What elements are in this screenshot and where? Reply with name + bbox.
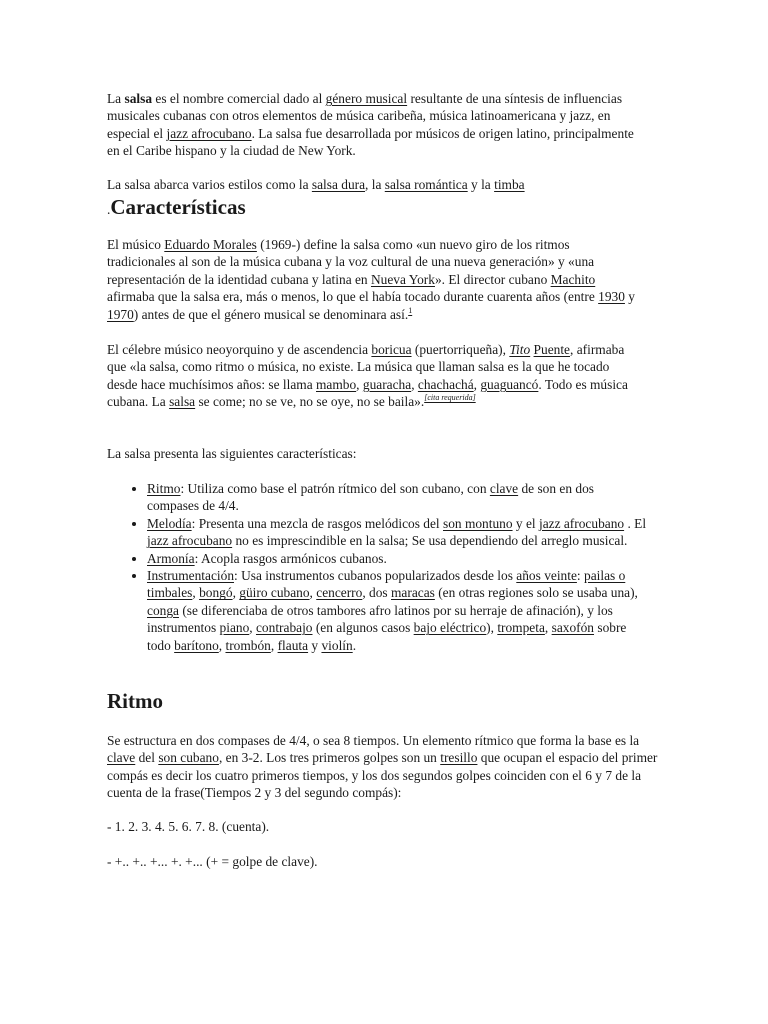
link-jazz-afrocubano[interactable]: jazz afrocubano [538, 515, 625, 531]
text: afirmaba que la salsa era, más o menos, lo que el había tocado durante cuarenta años (entre [107, 289, 599, 305]
section-heading-caracteristicas: Características [110, 195, 246, 219]
link-trompeta[interactable]: trompeta [497, 620, 545, 636]
link-conga[interactable]: conga [147, 602, 179, 618]
link-chachacha[interactable]: chachachá [417, 376, 474, 392]
link-clave[interactable]: clave [489, 481, 519, 496]
text: (1969-) define la salsa como «un nuevo giro de los ritmos tradicionales al son de la música cubana y la voz cultural de una nueva generación» y «una representación de la identidad cubana y latina en [107, 237, 595, 287]
text: (puertorriqueña), [411, 342, 510, 357]
link-salsa[interactable]: salsa [169, 394, 196, 410]
text: del [135, 750, 159, 766]
link-trombon[interactable]: trombón [225, 637, 271, 653]
link-melodia[interactable]: Melodía [147, 515, 192, 531]
text: que ocupan el espacio del primer compás es decir los cuatro primeros tiempos, y los dos segundos golpes coinciden con el 6 y 7 de la cuenta de la frase(Tiempos 2 y 3 del segundo compás): [107, 750, 658, 801]
link-clave[interactable]: clave [107, 750, 136, 766]
link-mambo[interactable]: mambo [316, 376, 357, 392]
link-son-montuno[interactable]: son montuno [443, 515, 513, 531]
link-machito[interactable]: Machito [550, 271, 596, 287]
list-item-melodia [147, 515, 647, 550]
text: : Presenta una mezcla de rasgos melódicos del [191, 515, 443, 531]
text: , [356, 376, 363, 392]
link-contrabajo[interactable]: contrabajo [255, 620, 313, 636]
text: y el [512, 515, 539, 531]
text: y [624, 289, 635, 305]
link-guiro-cubano[interactable]: güiro cubano [239, 585, 310, 601]
link-1930[interactable]: 1930 [598, 289, 625, 305]
text: : Usa instrumentos cubanos popularizados desde los [234, 568, 517, 584]
link-tito[interactable]: Tito [509, 342, 531, 357]
text: : [576, 568, 584, 584]
text: es el nombre comercial dado al [152, 91, 326, 106]
ritmo-paragraph [107, 732, 659, 802]
link-instrumentacion[interactable]: Instrumentación [147, 568, 235, 584]
link-maracas[interactable]: maracas [391, 585, 435, 601]
text: , [232, 585, 240, 601]
text: no es imprescindible en la salsa; Se usa dependiendo del arreglo musical. [232, 533, 628, 549]
text: , [411, 376, 418, 392]
text: : Utiliza como base el patrón rítmico del son cubano, con [180, 481, 490, 496]
link-nueva-york[interactable]: Nueva York [370, 271, 435, 287]
morales-paragraph [107, 236, 637, 323]
caracteristicas-list [101, 480, 647, 654]
text: y la [467, 177, 495, 192]
section-heading-ritmo: Ritmo [107, 689, 163, 713]
text: ) antes de que el género musical se denominara así. [133, 306, 409, 322]
link-pailas-o-timbales[interactable]: pailas o timbales [147, 568, 626, 601]
cita-requerida-note[interactable]: [cita requerida] [424, 393, 476, 403]
text: La salsa abarca varios estilos como la [107, 177, 312, 192]
text: , [249, 620, 256, 636]
text: de son en dos compases de 4/4. [147, 481, 594, 514]
text: : Acopla rasgos armónicos cubanos. [194, 550, 387, 566]
link-puente[interactable]: Puente [533, 342, 570, 357]
text: ), [486, 620, 498, 636]
text: , dos [362, 585, 391, 601]
link-bajo-electrico[interactable]: bajo eléctrico [413, 620, 487, 636]
link-flauta[interactable]: flauta [277, 637, 309, 653]
caracteristicas-heading-line [107, 193, 637, 224]
link-cencerro[interactable]: cencerro [316, 585, 363, 601]
list-item-armonia [147, 550, 647, 567]
list-item-ritmo [147, 480, 647, 515]
text: y [308, 637, 322, 653]
reference-1[interactable]: 1 [408, 305, 413, 315]
link-bongo[interactable]: bongó [199, 585, 233, 601]
link-guaguanco[interactable]: guaguancó [480, 376, 539, 392]
text: (en algunos casos [312, 620, 414, 636]
text: . [352, 637, 357, 653]
text: , [473, 376, 481, 392]
link-1970[interactable]: 1970 [107, 306, 134, 322]
text: , [218, 637, 226, 653]
link-jazz-afrocubano[interactable]: jazz afrocubano [166, 125, 252, 141]
link-baritono[interactable]: barítono [174, 637, 219, 653]
salsa-term: salsa [124, 91, 153, 106]
text: sobre todo [147, 620, 627, 653]
puente-paragraph [107, 341, 637, 411]
link-jazz-afrocubano-2[interactable]: jazz afrocubano [147, 533, 233, 549]
link-tresillo[interactable]: tresillo [440, 750, 478, 766]
text: El célebre músico neoyorquino y de ascendencia [107, 342, 372, 357]
text: La [107, 91, 125, 106]
text: , [309, 585, 317, 601]
link-genero-musical[interactable]: género musical [325, 91, 408, 106]
link-armonia[interactable]: Armonía [147, 550, 195, 566]
text: (en otras regiones solo se usaba una), [434, 585, 638, 601]
link-salsa-dura[interactable]: salsa dura [311, 177, 366, 192]
link-eduardo-morales[interactable]: Eduardo Morales [164, 237, 257, 252]
text: El músico [107, 237, 165, 252]
intro-paragraph [107, 90, 637, 160]
link-piano[interactable]: piano [219, 620, 250, 636]
estilos-paragraph [107, 176, 637, 193]
cuenta-line: - 1. 2. 3. 4. 5. 6. 7. 8. (cuenta). [107, 819, 270, 834]
link-salsa-romantica[interactable]: salsa romántica [384, 177, 468, 192]
text: , en 3-2. Los tres primeros golpes son un [218, 750, 441, 766]
text: . [107, 202, 111, 217]
text: , la [365, 177, 385, 192]
text: . La salsa fue desarrollada por músicos de origen latino, principalmente en el Caribe hispano y la ciudad de New York. [107, 125, 634, 159]
text: se come; no se ve, no se oye, no se baila». [195, 394, 425, 410]
text: , [192, 585, 200, 601]
link-saxofon[interactable]: saxofón [551, 620, 595, 636]
link-timba[interactable]: timba [494, 177, 525, 192]
link-ritmo[interactable]: Ritmo [147, 481, 181, 496]
link-violin[interactable]: violín [321, 637, 353, 653]
list-item-instrumentacion [147, 567, 647, 654]
lista-intro: La salsa presenta las siguientes características: [107, 446, 357, 461]
text: , [544, 620, 552, 636]
link-son-cubano[interactable]: son cubano [158, 750, 219, 766]
link-guaracha[interactable]: guaracha [362, 376, 412, 392]
text: Se estructura en dos compases de 4/4, o sea 8 tiempos. Un elemento rítmico que forma la base es la [107, 733, 640, 748]
link-anos-veinte[interactable]: años veinte [516, 568, 577, 584]
text: , afirmaba que «la salsa, como ritmo o música, no existe. La música que llaman salsa es la que he tocado desde hace muchísimos años: se llama [107, 342, 625, 392]
text: ». El director cubano [434, 271, 551, 287]
link-boricua[interactable]: boricua [371, 342, 412, 357]
text: . Todo es música cubana. La [107, 376, 628, 410]
text: , [270, 637, 278, 653]
text: resultante de una síntesis de influencias musicales cubanas con otros elementos de música caribeña, música latinoamericana y jazz, en especial el [107, 91, 623, 141]
text: (se diferenciaba de otros tambores afro latinos por su herraje de afinación), y los instrumentos [147, 602, 613, 636]
golpes-line: - +.. +.. +... +. +... (+ = golpe de clave). [107, 854, 318, 869]
text: . El [624, 515, 647, 531]
